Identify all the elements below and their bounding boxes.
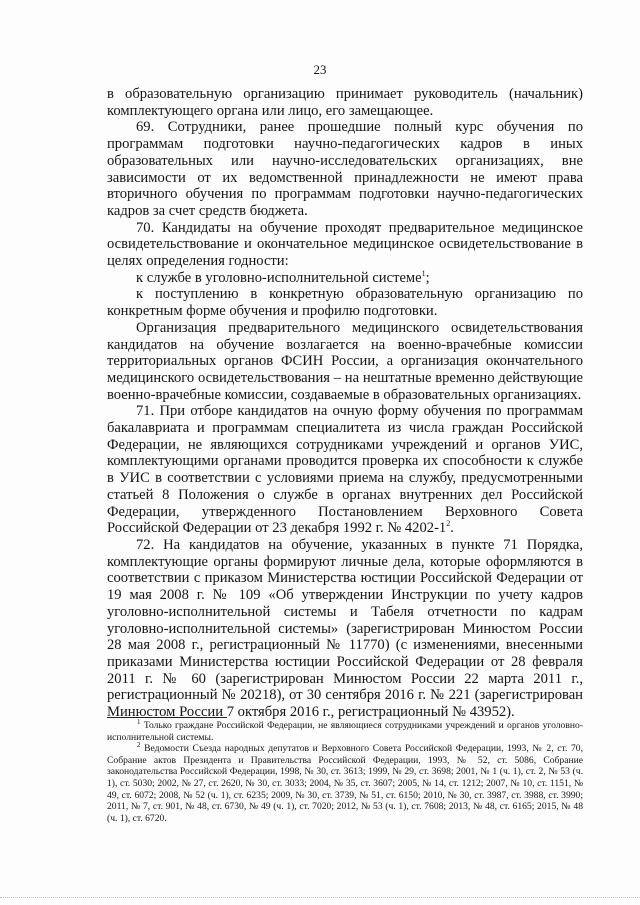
page-number: 23	[313, 62, 327, 77]
footnotes	[107, 717, 583, 824]
paragraph-69: 69. Сотрудники, ранее прошедшие полный курс обучения по программам подготовки научно-педагогических кадров в иных образовательных или научно-исследовательских организациях, вне зависимости от их ведомственной принадлежности не имеют права вторичного обучения по программам подготовки научно-педагогических кадров за счет средств бюджета.	[107, 119, 583, 219]
document-body	[107, 86, 583, 721]
paragraph-71: 71. При отборе кандидатов на очную форму обучения по программам бакалавриата и программам специалитета из числа граждан Российской Федерации, не являющихся сотрудниками учреждений и органов УИС, комплектующими органами проводится проверка их способности к службе в УИС в соответствии с условиями приема на службу, предусмотренными статьей 8 Положения о службе в органах внутренних дел Российской Федерации, утвержденного Постановлением Верховного Совета Российской Федерации от 23 декабря 1992 г. № $4202-1^2$.	[107, 403, 583, 537]
list-item: к поступлению в конкретную образовательную организацию по конкретным форме обучения и профилю подготовки.	[107, 286, 583, 320]
scan-edge-line	[0, 897, 640, 899]
footnote-divider	[107, 717, 227, 718]
list-item: к службе в уголовно-исполнительной системе$^1$;	[136, 268, 430, 286]
footnote-ref: 1	[421, 268, 426, 278]
paragraph: Организация предварительного медицинского освидетельствования кандидатов на обучение возлагается на военно-врачебные комиссии территориальных органов ФСИН России, а организация окончательного медицинского освидетельствования – на нештатные временно действующие военно-врачебные комиссии, создаваемые в образовательных организациях.	[107, 319, 583, 403]
paragraph-72: 72. На кандидатов на обучение, указанных в пункте 71 Порядка, комплектующие органы формируют личные дела, которые оформляются в соответствии с приказом Министерства юстиции Российской Федерации от 19 мая 2008 г. № 109 «Об утверждении Инструкции по учету кадров уголовно-исполнительной системы и Табеля отчетности по кадрам уголовно-исполнительной системы» (зарегистрирован Минюстом России 28 мая 2008 г., регистрационный № 11770) (с изменениями, внесенными приказами Министерства юстиции Российской Федерации от 28 февраля 2011 г. № 60 (зарегистрирован Минюстом России 22 марта 2011 г., регистрационный № 20218), от 30 сентября 2016 г. № 221 (зарегистрирован Минюстом России 7 октября 2016 г., регистрационный № 43952).	[107, 536, 583, 721]
paragraph: в образовательную организацию принимает руководитель (начальник) комплектующего органа или лицо, его замещающее.	[107, 86, 583, 119]
footnote: $^2$ Ведомости Съезда народных депутатов и Верховного Совета Российской Федерации, 1993, № 2, ст. 70, Собрание актов Президента и Правительства Российской Федерации, 1993, № 52, ст. 5086, Собрание законодательства Российской Федерации, 1998, № 30, ст. 3613; 1999, № 29, ст. 3698; 2001, № 1 (ч. 1), ст. 2, № 53 (ч. 1), ст. 5030; 2002, № 27, ст. 2620, № 30, ст. 3033; 2004, № 35, ст. 3607; 2005, № 14, ст. 1212; 2007, № 10, ст. 1151, № 49, ст. 6072; 2008, № 52 (ч. 1), ст. 6235; 2009, № 30, ст. 3739, № 51, ст. 6150; 2010, № 30, ст. 3987, ст. 3988, ст. 3990; 2011, № 7, ст. 901, № 48, ст. 6730, № 49 (ч. 1), ст. 7020; 2012, № 53 (ч. 1), ст. 7608; 2013, № 48, ст. 6165; 2015, № 48 (ч. 1), ст. 6720.	[107, 741, 583, 824]
paragraph-70: 70. Кандидаты на обучение проходят предварительное медицинское освидетельствование и окончательное медицинское освидетельствование в целях определения годности:	[107, 219, 583, 270]
footnote-ref: 2	[446, 519, 451, 529]
footnote: $^1$ Только граждане Российской Федерации, не являющиеся сотрудниками учреждений и органов уголовно-исполнительной системы.	[107, 717, 583, 743]
